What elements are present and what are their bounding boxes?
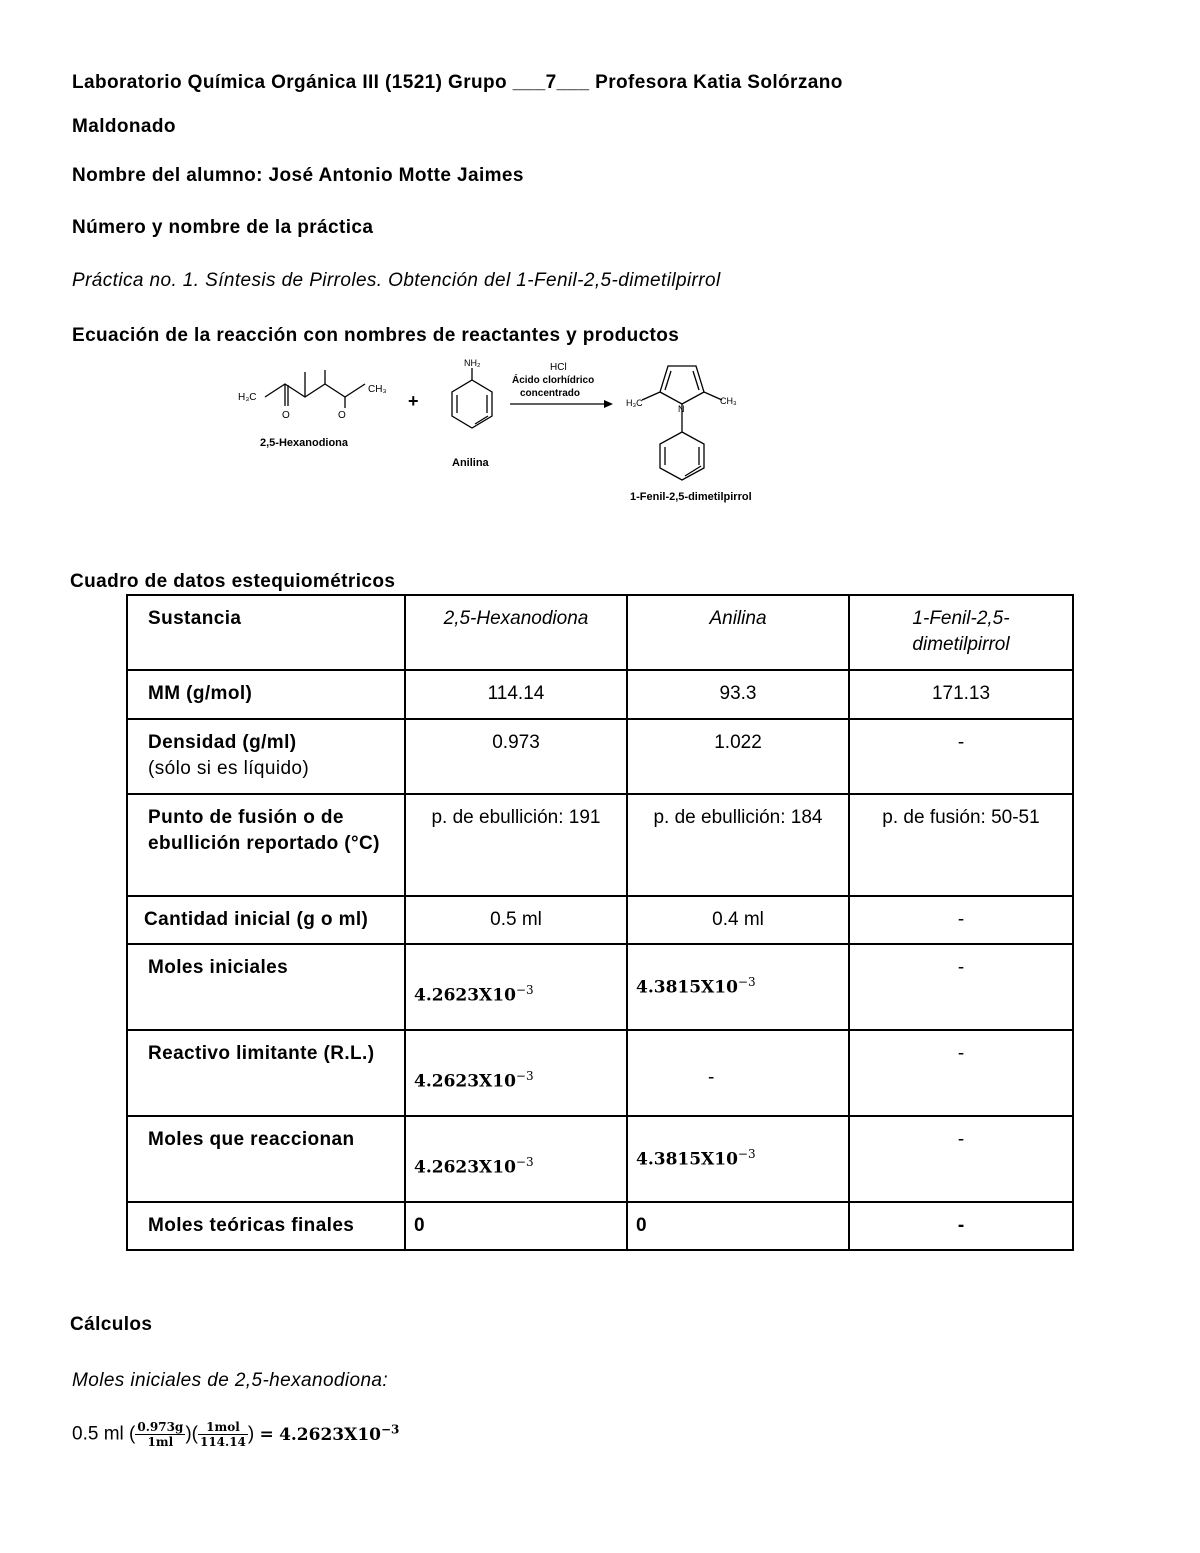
header-anilina: Anilina [627,595,849,670]
row-label: Moles que reaccionan [127,1116,405,1202]
cell: - [849,944,1073,1030]
header-sustancia: Sustancia [127,595,405,670]
cell: p. de ebullición: 191 [405,794,627,896]
hexanedione-structure [265,370,365,408]
cell [627,944,849,1030]
table-row [127,794,1073,896]
reagent-condition: concentrado [520,388,581,399]
pyrrole-structure [642,366,722,480]
table-row [127,719,1073,794]
table-row [127,1202,1073,1250]
product-name: 1-Fenil-2,5-dimetilpirrol [630,491,752,503]
aniline-ring [452,368,492,428]
equals-sign: = [259,1424,274,1445]
row-label: Cantidad inicial (g o ml) [127,896,405,944]
h3c-label-2: H₃C [626,398,643,408]
practice-heading: Número y nombre de la práctica [72,217,374,238]
row-label: Moles iniciales [127,944,405,1030]
calculation-line [72,1420,399,1449]
cell: - [627,1030,849,1116]
plus-sign: + [408,391,419,411]
header-producto: 1-Fenil-2,5-dimetilpirrol [849,595,1073,670]
calculations-subtitle: Moles iniciales de 2,5-hexanodiona: [72,1370,389,1391]
row-label: Densidad (g/ml) [148,732,297,753]
cell: 0 [405,1202,627,1250]
math-value: $4.3815X10^{-3}$ [636,1147,756,1170]
cell: 1.022 [627,719,849,794]
table-row [127,1030,1073,1116]
table-row [127,944,1073,1030]
cell: 93.3 [627,670,849,719]
nitrogen-label: N [678,404,685,414]
row-sublabel: (sólo si es líquido) [148,758,310,779]
cell: p. de ebullición: 184 [627,794,849,896]
cell: 0.973 [405,719,627,794]
reaction-scheme [230,352,790,512]
equation-heading: Ecuación de la reacción con nombres de reactantes y productos [72,325,680,346]
calculations-heading: Cálculos [70,1314,153,1335]
cell [405,944,627,1030]
cell: - [849,1030,1073,1116]
header-hexanodiona: 2,5-Hexanodiona [405,595,627,670]
table-row [127,1116,1073,1202]
cell: 171.13 [849,670,1073,719]
cell [627,1116,849,1202]
reagent-name: Ácido clorhídrico [512,375,595,386]
cell: p. de fusión: 50-51 [849,794,1073,896]
math-value: $4.3815X10^{-3}$ [636,975,756,998]
calc-result: $4.2623X10^{-3}$ [279,1421,400,1445]
reagent-formula: HCl [550,362,567,373]
cell [405,1116,627,1202]
h3c-label-1: H₃C [238,392,257,403]
fraction-density: $\frac{0.973g}{1ml}$ [137,1420,184,1449]
reactant1-name: 2,5-Hexanodiona [260,437,349,449]
row-label: MM (g/mol) [127,670,405,719]
arrowhead-icon [604,400,613,408]
math-value: $4.2623X10^{-3}$ [414,1069,534,1092]
ch3-label-2: CH₃ [720,396,737,406]
header-line-2: Maldonado [72,116,176,137]
cell: 114.14 [405,670,627,719]
table-row [127,670,1073,719]
cell: - [849,1202,1073,1250]
reactant2-name: Anilina [452,457,489,469]
math-value: $4.2623X10^{-3}$ [414,1155,534,1178]
student-name: Nombre del alumno: José Antonio Motte Jaimes [72,165,524,186]
open-paren: ( [129,1423,136,1445]
nh2-label: NH₂ [464,358,481,368]
oxygen-label-1: O [282,410,290,421]
row-label: Punto de fusión o de ebullición reportado (°C) [127,794,405,896]
table-caption: Cuadro de datos estequiométricos [70,571,396,592]
fraction-molar-mass: $\frac{\text{1mol}}{114.14}$ [199,1420,246,1449]
cell: - [849,896,1073,944]
oxygen-label-2: O [338,410,346,421]
table-row [127,896,1073,944]
row-label-group [127,719,405,794]
practice-name: Práctica no. 1. Síntesis de Pirroles. Obtención del 1-Fenil-2,5-dimetilpirrol [72,270,721,291]
cell: - [849,1116,1073,1202]
row-label: Moles teóricas finales [127,1202,405,1250]
ch3-label-1: CH₃ [368,384,387,395]
stoichiometric-table [126,594,1074,1251]
cell: 0.5 ml [405,896,627,944]
table-header-row [127,595,1073,670]
header-line-1: Laboratorio Química Orgánica III (1521) Grupo ___7___ Profesora Katia Solórzano [72,72,843,93]
close-paren: )( [185,1423,198,1445]
cell: 0 [627,1202,849,1250]
cell: 0.4 ml [627,896,849,944]
cell: - [849,719,1073,794]
math-value: $4.2623X10^{-3}$ [414,983,534,1006]
calc-lead: 0.5 ml [72,1423,124,1445]
close-paren-2: ) [247,1423,255,1445]
cell [405,1030,627,1116]
row-label: Reactivo limitante (R.L.) [127,1030,405,1116]
